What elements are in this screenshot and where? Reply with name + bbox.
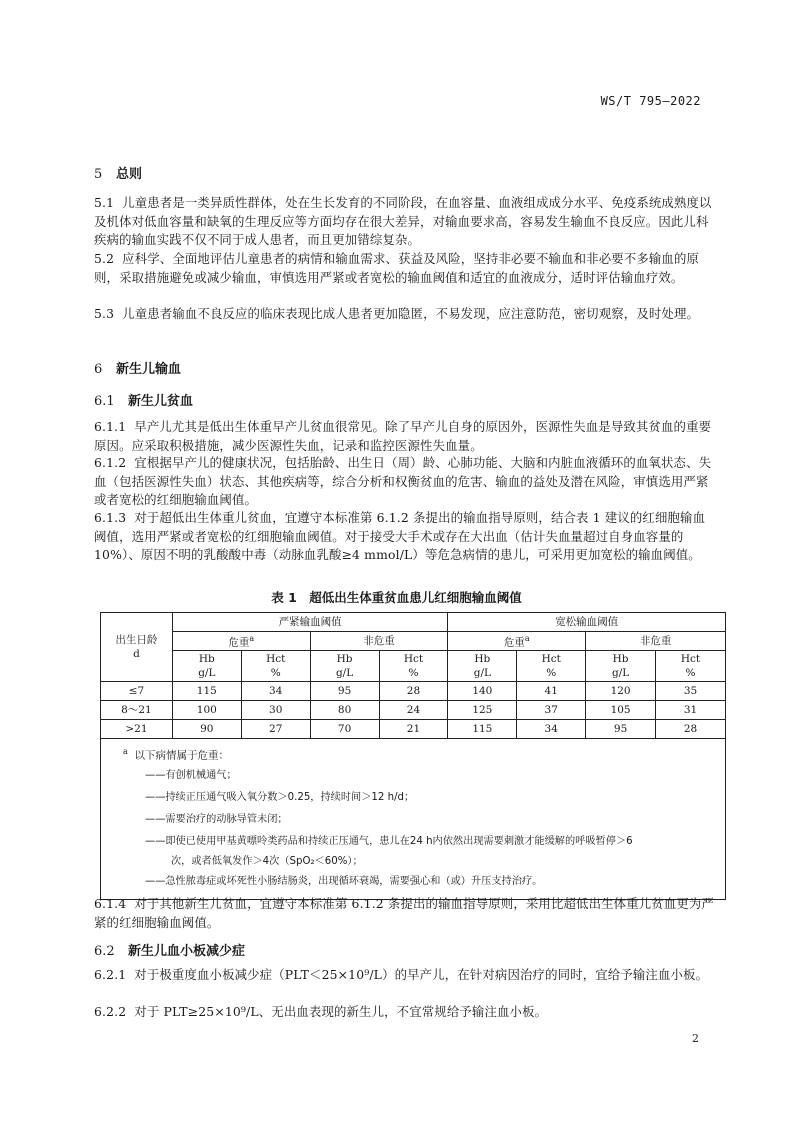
section-title: 总则 <box>116 167 143 182</box>
table-cell: 28 <box>656 720 726 739</box>
age-header <box>101 613 173 682</box>
paragraph-number: 6.1.2 <box>94 455 127 470</box>
paragraph-number: 6.2.2 <box>94 1004 127 1019</box>
footnote-mark: a <box>524 634 530 644</box>
table-caption: 表 1 超低出生体重贫血患儿红细胞输血阈值 <box>271 590 522 605</box>
table-row <box>101 720 726 739</box>
table-cell: 41 <box>517 682 586 701</box>
noncritical-header: 非危重 <box>586 632 726 651</box>
paragraph-number: 6.1.3 <box>94 510 127 525</box>
hb-header: Hb g/L <box>448 651 517 682</box>
age-header-unit: d <box>133 648 140 660</box>
table-cell: 115 <box>172 682 241 701</box>
paragraph-number: 6.2.1 <box>94 967 127 982</box>
paragraph-5-2 <box>94 250 716 287</box>
table-cell: 80 <box>310 701 379 720</box>
subsection-number: 6.1 <box>94 394 115 409</box>
paragraph-text: 对于其他新生儿贫血，宜遵守本标准第 6.1.2 条提出的输血指导原则，采用比超低出生体重儿贫血更为严紧的红细胞输血阈值。 <box>94 896 714 930</box>
table-cell: 8～21 <box>101 701 173 720</box>
table-cell: 105 <box>586 701 656 720</box>
critical-header: 危重$^a$ <box>172 632 310 651</box>
paragraph-number: 6.1.1 <box>94 419 127 434</box>
table-cell: >21 <box>101 720 173 739</box>
footnote-head: $^a$ 以下病情属于危重： <box>123 747 229 762</box>
subsection-title: 新生儿贫血 <box>128 394 194 409</box>
critical-header: 危重$^a$ <box>448 632 586 651</box>
noncritical-header: 非危重 <box>310 632 448 651</box>
paragraph-6-2-1 <box>94 966 716 985</box>
hct-header: Hct % <box>241 651 310 682</box>
table-cell: 34 <box>241 682 310 701</box>
table-cell: 90 <box>172 720 241 739</box>
page-number: 2 <box>692 1032 699 1045</box>
paragraph-text: 对于超低出生体重儿贫血，宜遵守本标准第 6.1.2 条提出的输血指导原则，结合表 1 建议的红细胞输血阈值，选用严紧或者宽松的红细胞输血阈值。对于接受大手术或存在大出血（估计失血量超过自身血容量的 10%）、原因不明的乳酸酸中毒（动脉血乳酸≥4 mmol/L）等危急病情的患儿，可采用更加宽松的输血阈值。 <box>94 510 706 563</box>
table-cell: 21 <box>379 720 448 739</box>
table-cell: ≤7 <box>101 682 173 701</box>
paragraph-number: 5.1 <box>94 195 115 210</box>
paragraph-5-1 <box>94 194 716 250</box>
table-cell: 100 <box>172 701 241 720</box>
table-cell: 35 <box>656 682 726 701</box>
footnote-mark: a <box>123 747 128 756</box>
section-number: 5 <box>94 167 103 182</box>
section-heading-6 <box>94 358 181 377</box>
table-footnote <box>101 739 726 900</box>
footnote-item: ——急性脓毒症或坏死性小肠结肠炎，出现循环衰竭，需要强心和（或）升压支持治疗。 <box>145 875 543 887</box>
footnote-item: ——即使已使用甲基黄嘌呤类药品和持续正压通气，患儿在24 h内依然出现需要刺激才能缓解的呼吸暂停＞6 <box>145 835 633 847</box>
hb-header: Hb g/L <box>586 651 656 682</box>
strict-threshold-header: 严紧输血阈值 <box>172 613 448 632</box>
paragraph-number: 5.2 <box>94 251 115 266</box>
table-cell: 24 <box>379 701 448 720</box>
table-cell: 115 <box>448 720 517 739</box>
threshold-table <box>100 612 726 900</box>
paragraph-text: 儿童患者输血不良反应的临床表现比成人患者更加隐匿，不易发现，应注意防范，密切观察，及时处理。 <box>122 306 700 321</box>
standard-number: WS/T 795—2022 <box>600 94 701 108</box>
hct-header: Hct % <box>379 651 448 682</box>
hct-header: Hct % <box>656 651 726 682</box>
paragraph-text: 儿童患者是一类异质性群体，处在生长发育的不同阶段，在血容量、血液组成成分水平、免疫系统成熟度以及机体对低血容量和缺氧的生理反应等方面均存在很大差异，对输血要求高，容易发生输血不良反应。因此儿科疾病的输血实践不仅不同于成人患者，而且更加错综复杂。 <box>94 195 712 248</box>
table-cell: 120 <box>586 682 656 701</box>
hb-header: Hb g/L <box>310 651 379 682</box>
paragraph-6-1-3 <box>94 509 716 565</box>
table-cell: 125 <box>448 701 517 720</box>
footnote-item-continuation: 次，或者低氧发作＞4次（SpO₂＜60%）； <box>171 855 363 867</box>
footnote-item: ——需要治疗的动脉导管未闭； <box>145 813 288 825</box>
table-cell: 70 <box>310 720 379 739</box>
footnote-mark: a <box>249 634 255 644</box>
table-cell: 30 <box>241 701 310 720</box>
footnote-item: ——持续正压通气吸入氧分数＞0.25，持续时间＞12 h/d； <box>145 791 415 803</box>
table-cell: 95 <box>310 682 379 701</box>
table-cell: 34 <box>517 720 586 739</box>
loose-threshold-header: 宽松输血阈值 <box>448 613 726 632</box>
paragraph-text: 对于极重度血小板减少症（PLT＜25×10⁹/L）的早产儿，在针对病因治疗的同时，宜给予输注血小板。 <box>134 967 709 982</box>
table-row <box>101 701 726 720</box>
subsection-number: 6.2 <box>94 944 115 959</box>
table-cell: 28 <box>379 682 448 701</box>
paragraph-text: 应科学、全面地评估儿童患者的病情和输血需求、获益及风险，坚持非必要不输血和非必要不多输血的原则，采取措施避免或减少输血，审慎选用严紧或者宽松的输血阈值和适宜的血液成分，适时评估输血疗效。 <box>94 251 700 285</box>
subsection-heading-6-2 <box>94 940 245 959</box>
age-header-label: 出生日龄 <box>115 634 158 646</box>
table-cell: 37 <box>517 701 586 720</box>
paragraph-number: 6.1.4 <box>94 896 127 911</box>
paragraph-6-1-2 <box>94 454 716 510</box>
paragraph-5-3 <box>94 305 716 324</box>
table-cell: 140 <box>448 682 517 701</box>
paragraph-text: 早产儿尤其是低出生体重早产儿贫血很常见。除了早产儿自身的原因外，医源性失血是导致其贫血的重要原因。应采取积极措施，减少医源性失血，记录和监控医源性失血量。 <box>94 419 712 453</box>
hb-header: Hb g/L <box>172 651 241 682</box>
paragraph-6-1-1 <box>94 418 716 455</box>
table-row <box>101 682 726 701</box>
section-number: 6 <box>94 362 103 377</box>
paragraph-6-2-2 <box>94 1003 716 1022</box>
footnote-item: ——有创机械通气； <box>145 769 237 781</box>
table-cell: 31 <box>656 701 726 720</box>
section-heading-5 <box>94 163 142 182</box>
hct-header: Hct % <box>517 651 586 682</box>
paragraph-6-1-4 <box>94 895 716 932</box>
subsection-title: 新生儿血小板减少症 <box>128 944 246 959</box>
table-cell: 95 <box>586 720 656 739</box>
table-cell: 27 <box>241 720 310 739</box>
section-title: 新生儿输血 <box>116 362 182 377</box>
paragraph-text: 宜根据早产儿的健康状况，包括胎龄、出生日（周）龄、心肺功能、大脑和内脏血液循环的血氧状态、失血（包括医源性失血）状态、其他疾病等，综合分析和权衡贫血的危害、输血的益处及潜在风险，审慎选用严紧或者宽松的红细胞输血阈值。 <box>94 455 712 508</box>
paragraph-number: 5.3 <box>94 306 115 321</box>
subsection-heading-6-1 <box>94 390 193 409</box>
paragraph-text: 对于 PLT≥25×10⁹/L、无出血表现的新生儿，不宜常规给予输注血小板。 <box>134 1004 548 1019</box>
